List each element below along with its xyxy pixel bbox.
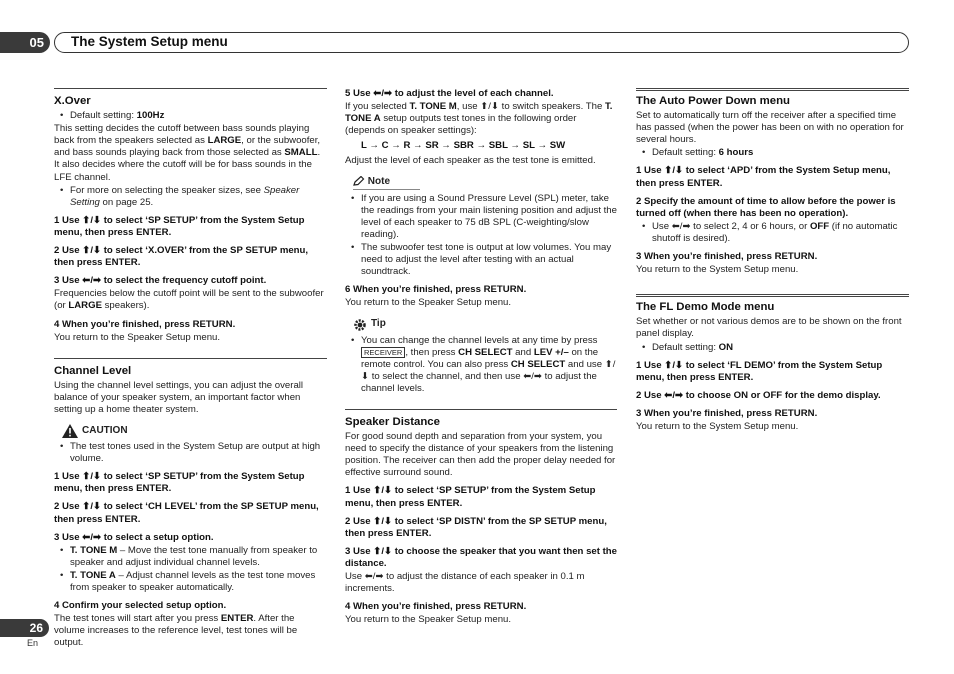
step-1: 1 Use ⬆/⬇ to select ‘APD’ from the System Setup menu, then press ENTER.: [636, 165, 891, 189]
up-down-arrows-icon: ⬆/⬇: [82, 471, 102, 483]
up-down-arrows-icon: ⬆/⬇: [664, 165, 684, 177]
caution-heading: CAUTION: [62, 424, 327, 438]
left-right-arrows-icon: ⬅/➡: [373, 88, 393, 99]
paragraph: For good sound depth and separation from your system, you need to specify the distance of your speakers from the listening position. The receiver can then add the proper delay needed for effective surround sound.: [345, 431, 616, 479]
page-title: The System Setup menu: [71, 34, 228, 49]
chapter-tab: [0, 32, 50, 53]
paragraph: Use ⬅/➡ to adjust the distance of each speaker in 0.1 m increments.: [345, 571, 585, 595]
step-4: 4 When you’re finished, press RETURN.: [54, 318, 236, 330]
up-down-arrows-icon: ⬆/⬇: [373, 515, 393, 527]
header-bar: [54, 32, 909, 53]
step-3: 3 Use ⬅/➡ to select a setup option.: [54, 531, 214, 543]
up-down-arrows-icon: ⬆/⬇: [82, 245, 102, 257]
column-right: [636, 88, 909, 434]
section-channel-level-title: Channel Level: [54, 358, 327, 377]
up-down-arrows-icon: ⬆/⬇: [480, 101, 500, 113]
option-ttone-a: • T. TONE A – Adjust channel levels as the test tone moves from speaker to speaker automatically.: [54, 570, 327, 594]
paragraph: You return to the Speaker Setup menu.: [345, 297, 512, 309]
paragraph: You return to the Speaker Setup menu.: [345, 614, 512, 626]
up-down-arrows-icon: ⬆/⬇: [373, 545, 393, 557]
left-right-arrows-icon: ⬅/➡: [82, 275, 102, 287]
warning-icon: [62, 424, 78, 438]
step-2: 2 Specify the amount of time to allow before the power is turned off (when there has been no operation).: [636, 195, 896, 219]
paragraph: Set to automatically turn off the receiver after a specified time has passed (when the power has been on with no operation for several hours.: [636, 110, 904, 146]
step-1: 1 Use ⬆/⬇ to select ‘FL DEMO’ from the System Setup menu, then press ENTER.: [636, 359, 883, 383]
paragraph: Frequencies below the cutoff point will be sent to the subwoofer (or LARGE speakers).: [54, 288, 324, 312]
up-down-arrows-icon: ⬆/⬇: [82, 501, 102, 513]
step-1: 1 Use ⬆/⬇ to select ‘SP SETUP’ from the System Setup menu, then press ENTER.: [54, 214, 305, 238]
section-fl-demo-title: The FL Demo Mode menu: [636, 294, 909, 313]
gear-icon: [353, 318, 367, 332]
left-right-arrows-icon: ⬅/➡: [664, 389, 684, 401]
step-3: 3 Use ⬅/➡ to select the frequency cutoff point.: [54, 275, 267, 287]
note-heading: Note: [353, 176, 617, 190]
section-speaker-distance-title: Speaker Distance: [345, 409, 617, 428]
tone-order-chain: L → C → R → SR → SBR → SBL → SL → SW: [361, 140, 566, 152]
page-number: 26: [0, 619, 49, 637]
up-down-arrows-icon: ⬆/⬇: [82, 214, 102, 226]
bullet: • The test tones used in the System Setup are output at high volume.: [54, 441, 327, 465]
step-2: 2 Use ⬅/➡ to choose ON or OFF for the demo display.: [636, 389, 881, 401]
step-6: 6 When you’re finished, press RETURN.: [345, 284, 527, 296]
paragraph: Adjust the level of each speaker as the test tone is emitted.: [345, 155, 596, 167]
language-code: En: [27, 638, 39, 648]
step-4: 4 When you’re finished, press RETURN.: [345, 601, 527, 613]
column-middle: [345, 88, 617, 627]
step-5: 5 Use ⬅/➡ to adjust the level of each channel.: [345, 88, 554, 99]
step-3: 3 When you’re finished, press RETURN.: [636, 251, 818, 263]
step-2: 2 Use ⬆/⬇ to select ‘X.OVER’ from the SP SETUP menu, then press ENTER.: [54, 245, 309, 269]
tip-heading: Tip: [353, 318, 617, 332]
bullet: • If you are using a Sound Pressure Level (SPL) meter, take the readings from your main listening position and adjust the level of each speaker to 75 dB SPL (C-weighting/slow reading).: [345, 193, 617, 241]
left-right-arrows-icon: ⬅/➡: [523, 370, 542, 382]
up-down-arrows-icon: ⬆/⬇: [361, 358, 616, 382]
left-right-arrows-icon: ⬅/➡: [671, 220, 691, 232]
paragraph: The test tones will start after you press ENTER. After the volume increases to the reference level, test tones will be output.: [54, 613, 298, 649]
paragraph: Set whether or not various demos are to be shown on the front panel display.: [636, 316, 902, 340]
bullet: • The subwoofer test tone is output at low volumes. You may need to adjust the level after testing with an actual soundtrack.: [345, 242, 617, 278]
paragraph: Using the channel level settings, you can adjust the overall balance of your speaker system, an important factor when setting up a home theater system.: [54, 379, 304, 415]
bullet: • For more on selecting the speaker sizes, see Speaker Setting on page 25.: [54, 185, 327, 209]
paragraph: If you selected T. TONE M, use ⬆/⬇ to switch speakers. The T. TONE A setup outputs test tones in the following order (depends on speaker settings):: [345, 101, 613, 137]
bullet: • You can change the channel levels at any time by press RECEIVER , then press CH SELECT and LEV +/– on the remote control. You can also press CH SELECT and use ⬆/⬇ to select the channel, and then use ⬅/➡ to adjust the channel levels.: [345, 335, 617, 395]
default-setting: • Default setting: 100Hz: [54, 110, 327, 122]
paragraph: This setting decides the cutoff between bass sounds playing back from the speakers selected as LARGE, or the subwoofer, and bass sounds playing back from those selected as SMALL. It also decides where the cutoff will be for bass sounds in the LFE channel.: [54, 123, 321, 183]
default-setting: • Default setting: 6 hours: [636, 147, 909, 159]
default-setting: • Default setting: ON: [636, 342, 909, 354]
option-ttone-m: • T. TONE M – Move the test tone manually from speaker to speaker and adjust individual channel levels.: [54, 545, 327, 569]
step-1: 1 Use ⬆/⬇ to select ‘SP SETUP’ from the System Setup menu, then press ENTER.: [345, 485, 596, 509]
step-4: 4 Confirm your selected setup option.: [54, 600, 227, 612]
section-xover-title: X.Over: [54, 88, 327, 107]
paragraph: You return to the System Setup menu.: [636, 264, 799, 276]
step-2: 2 Use ⬆/⬇ to select ‘CH LEVEL’ from the SP SETUP menu, then press ENTER.: [54, 501, 319, 525]
chapter-number: 05: [29, 35, 44, 50]
column-left: [54, 88, 327, 650]
paragraph: You return to the Speaker Setup menu.: [54, 331, 221, 343]
up-down-arrows-icon: ⬆/⬇: [373, 485, 393, 497]
receiver-badge: RECEIVER: [361, 347, 405, 358]
paragraph: You return to the System Setup menu.: [636, 420, 799, 432]
up-down-arrows-icon: ⬆/⬇: [664, 359, 684, 371]
step-3: 3 When you’re finished, press RETURN.: [636, 407, 818, 419]
step-2: 2 Use ⬆/⬇ to select ‘SP DISTN’ from the SP SETUP menu, then press ENTER.: [345, 515, 607, 539]
bullet: • Use ⬅/➡ to select 2, 4 or 6 hours, or OFF (if no automatic shutoff is desired).: [636, 221, 909, 245]
pencil-icon: [353, 176, 365, 186]
left-right-arrows-icon: ⬅/➡: [82, 531, 102, 543]
step-3: 3 Use ⬆/⬇ to choose the speaker that you want then set the distance.: [345, 545, 617, 569]
section-auto-power-down-title: The Auto Power Down menu: [636, 88, 909, 107]
step-1: 1 Use ⬆/⬇ to select ‘SP SETUP’ from the System Setup menu, then press ENTER.: [54, 471, 305, 495]
left-right-arrows-icon: ⬅/➡: [364, 571, 384, 582]
